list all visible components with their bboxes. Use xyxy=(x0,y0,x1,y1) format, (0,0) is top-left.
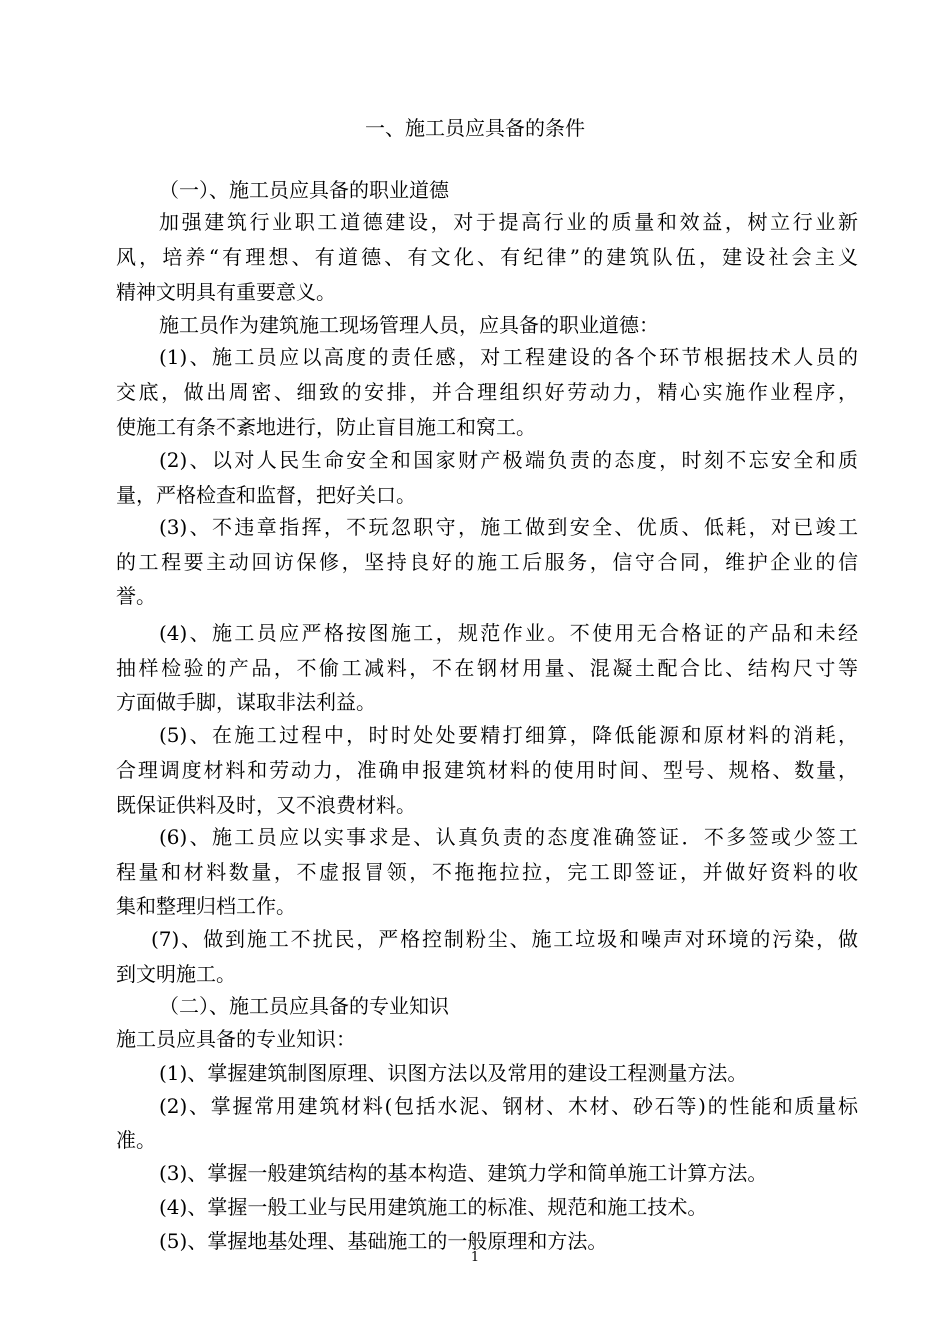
paragraph-line: 誉。 xyxy=(116,584,156,608)
paragraph-line: 的工程要主动回访保修，坚持良好的施工后服务，信守合同，维护企业的信 xyxy=(116,550,858,574)
paragraph-line: (1)、施工员应以高度的责任感，对工程建设的各个环节根据技术人员的 xyxy=(159,345,858,369)
paragraph-line: 交底，做出周密、细致的安排，并合理组织好劳动力，精心实施作业程序， xyxy=(116,380,858,404)
paragraph-line: (3)、不违章指挥，不玩忽职守，施工做到安全、优质、低耗，对已竣工 xyxy=(159,515,858,539)
paragraph-line: (2)、以对人民生命安全和国家财产极端负责的态度，时刻不忘安全和质 xyxy=(159,448,858,472)
paragraph-line: 合理调度材料和劳动力，准确申报建筑材料的使用时间、型号、规格、数量， xyxy=(116,758,858,782)
paragraph-line: 方面做手脚，谋取非法利益。 xyxy=(116,690,376,714)
paragraph-line: 到文明施工。 xyxy=(116,962,236,986)
paragraph-line: 程量和材料数量，不虚报冒领，不拖拖拉拉，完工即签证，并做好资料的收 xyxy=(116,860,858,884)
paragraph-line: (4)、掌握一般工业与民用建筑施工的标准、规范和施工技术。 xyxy=(159,1195,708,1219)
paragraph-line: (3)、掌握一般建筑结构的基本构造、建筑力学和简单施工计算方法。 xyxy=(159,1161,768,1185)
paragraph-line: (2)、掌握常用建筑材料(包括水泥、钢材、木材、砂石等)的性能和质量标 xyxy=(159,1094,858,1118)
section-heading-2: （二）、施工员应具备的专业知识 xyxy=(159,994,449,1018)
paragraph-line: 集和整理归档工作。 xyxy=(116,894,296,918)
paragraph-line: 加强建筑行业职工道德建设，对于提高行业的质量和效益，树立行业新 xyxy=(159,210,858,234)
paragraph-line: 准。 xyxy=(116,1128,156,1152)
paragraph-line: (4)、施工员应严格按图施工，规范作业。不使用无合格证的产品和未经 xyxy=(159,621,858,645)
paragraph-line: 精神文明具有重要意义。 xyxy=(116,280,336,304)
paragraph-line: 使施工有条不紊地进行，防止盲目施工和窝工。 xyxy=(116,415,536,439)
paragraph-line: 施工员作为建筑施工现场管理人员，应具备的职业道德： xyxy=(159,313,659,337)
paragraph-line: (7)、做到施工不扰民，严格控制粉尘、施工垃圾和噪声对环境的污染，做 xyxy=(151,927,858,951)
paragraph-line: (5)、掌握地基处理、基础施工的一般原理和方法。 xyxy=(159,1229,608,1253)
paragraph-line: 既保证供料及时，又不浪费材料。 xyxy=(116,793,416,817)
paragraph-line: 抽样检验的产品，不偷工减料，不在钢材用量、混凝土配合比、结构尺寸等 xyxy=(116,656,858,680)
page-number: 1 xyxy=(470,1250,480,1265)
section-heading-1: （一）、施工员应具备的职业道德 xyxy=(159,178,449,202)
paragraph-line: (6)、施工员应以实事求是、认真负责的态度准确签证．不多签或少签工 xyxy=(159,825,858,849)
paragraph-line: (5)、在施工过程中，时时处处要精打细算，降低能源和原材料的消耗， xyxy=(159,723,858,747)
document-title: 一、施工员应具备的条件 xyxy=(365,116,585,140)
paragraph-line: (1)、掌握建筑制图原理、识图方法以及常用的建设工程测量方法。 xyxy=(159,1061,748,1085)
paragraph-line: 风，培养“有理想、有道德、有文化、有纪律”的建筑队伍，建设社会主义 xyxy=(116,245,858,269)
paragraph-line: 量，严格检查和监督，把好关口。 xyxy=(116,483,416,507)
paragraph-line: 施工员应具备的专业知识： xyxy=(116,1027,356,1051)
